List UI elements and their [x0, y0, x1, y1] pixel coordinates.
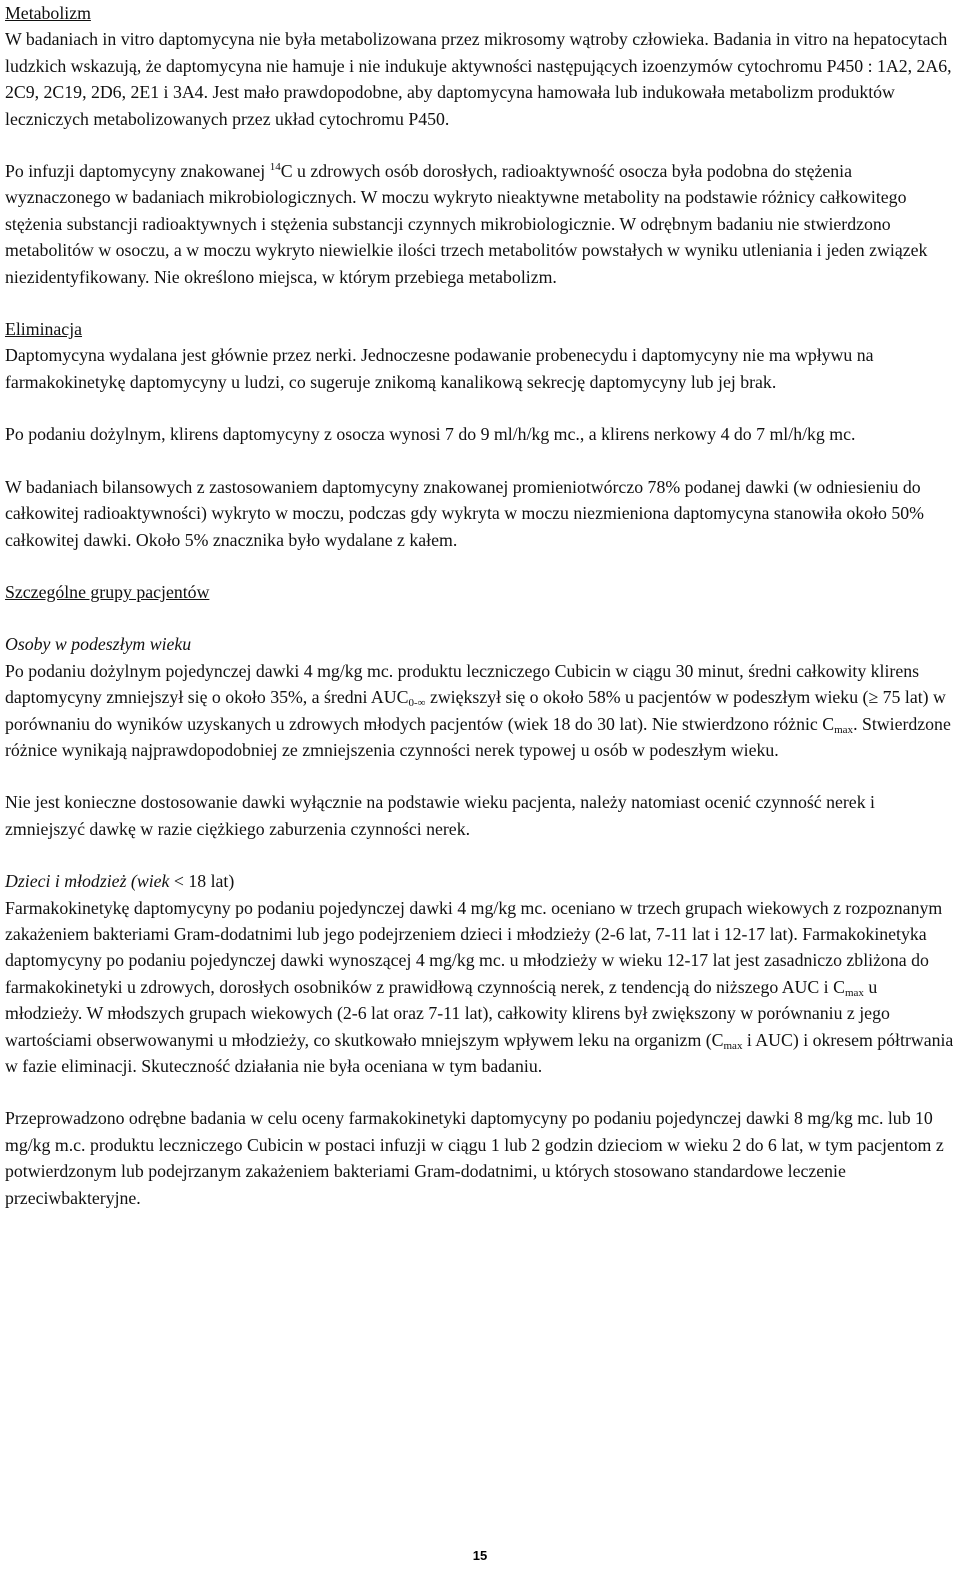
- subscript-auc: 0-∞: [408, 697, 426, 710]
- spacer: [5, 605, 954, 631]
- spacer: [5, 763, 954, 789]
- section-heading-elimination: Eliminacja: [5, 319, 83, 340]
- text-run: Farmakokinetykę daptomycyny po podaniu pojedynczej dawki 4 mg/kg mc. oceniano w trzech grupach wiekowych z rozpoznanym zakażeniem bakteriami Gram-dodatnimi lub jego podejrzeniem dzieci i młodzieży (2-6 lat, 7-11 lat i 12-17 lat). Farmakokinetyka daptomycyny po podaniu pojedynczej dawki wynoszącej 4 mg/kg mc. u młodzieży w wieku 12-17 lat jest zasadniczo zbliżona do farmakokinetyki u zdrowych, dorosłych osobników z prawidłową czynnością nerek, z tendencją do niższego AUC i C: [5, 897, 943, 997]
- spacer: [5, 132, 954, 158]
- text-run: zwiększył się o około 58% u pacjentów w podeszłym wieku (≥ 75 lat) w porównaniu do wyników uzyskanych u zdrowych młodych pacjentów (wiek 18 do 30 lat). Nie stwierdzono różnic C: [5, 687, 946, 734]
- spacer: [5, 842, 954, 868]
- subscript-max: max: [723, 1039, 743, 1052]
- text-run: u młodzieży. W młodszych grupach wiekowych (2-6 lat oraz 7-11 lat), całkowity klirens był zwiększony w porównaniu z jego wartościami obserwowanymi u młodzieży, co skutkowało mniejszym wpływem leku na organizm (C: [5, 976, 890, 1050]
- section-heading-metabolism: Metabolizm: [5, 3, 91, 23]
- elimination-paragraph-1: Daptomycyna wydalana jest głównie przez nerki. Jednoczesne podawanie probenecydu i daptomycyny nie ma wpływu na farmakokinetykę daptomycyny u ludzi, co sugeruje znikomą kanalikową sekrecję daptomycyny lub jej brak.: [5, 345, 874, 392]
- children-paragraph-1: [5, 895, 954, 1080]
- page-number: 15: [472, 1548, 488, 1563]
- spacer: [5, 1079, 954, 1105]
- text-run: < 18 lat): [173, 871, 235, 892]
- text-run: Po infuzji daptomycyny znakowanej: [5, 161, 270, 182]
- subheading-children: [5, 868, 954, 894]
- text-run: Po podaniu dożylnym pojedynczej dawki 4 mg/kg mc. produktu leczniczego Cubicin w ciągu 30 minut, średni całkowity klirens daptomycyny zmniejszył się o około 35%, a średni AUC: [5, 660, 920, 708]
- spacer: [5, 395, 954, 421]
- subscript-max: max: [834, 723, 854, 736]
- spacer: [5, 448, 954, 474]
- elderly-paragraph-1: [5, 658, 954, 764]
- spacer: [5, 290, 954, 316]
- elimination-paragraph-3: W badaniach bilansowych z zastosowaniem daptomycyny znakowanej promieniotwórczo 78% podanej dawki (w odniesieniu do całkowitej radioaktywności) wykryto w moczu, podczas gdy wykryta w moczu niezmieniona daptomycyna stanowiła około 50% całkowitej dawki. Około 5% znacznika było wydalane z kałem.: [5, 476, 924, 550]
- subscript-max: max: [844, 986, 864, 999]
- children-paragraph-2: Przeprowadzono odrębne badania w celu oceny farmakokinetyki daptomycyny po podaniu pojedynczej dawki 8 mg/kg mc. lub 10 mg/kg m.c. produktu leczniczego Cubicin w postaci infuzji w ciągu 1 lub 2 godzin dzieciom w wieku 2 do 6 lat, w tym pacjentom z potwierdzonym lub podejrzanym zakażeniem bakteriami Gram-dodatnimi, u których stosowano standardowe leczenie przeciwbakteryjne.: [5, 1108, 944, 1208]
- subheading-elderly: Osoby w podeszłym wieku: [5, 634, 192, 655]
- superscript-isotope: 14: [269, 161, 281, 174]
- spacer: [5, 553, 954, 579]
- metabolism-paragraph-2: [5, 158, 954, 290]
- elderly-paragraph-2: Nie jest konieczne dostosowanie dawki wyłącznie na podstawie wieku pacjenta, należy natomiast ocenić czynność nerek i zmniejszyć dawkę w razie ciężkiego zaburzenia czynności nerek.: [5, 792, 875, 839]
- text-run: i AUC) i okresem półtrwania w fazie eliminacji. Skuteczność działania nie była oceniana w tym badaniu.: [5, 1029, 954, 1076]
- text-run: . Stwierdzone różnice wynikają najprawdopodobniej ze zmniejszenia czynności nerek typowej u osób w podeszłym wieku.: [5, 713, 951, 760]
- elimination-paragraph-2: Po podaniu dożylnym, klirens daptomycyny z osocza wynosi 7 do 9 ml/h/kg mc., a klirens nerkowy 4 do 7 ml/h/kg mc.: [5, 424, 856, 445]
- text-run: Dzieci i młodzież (wiek: [5, 871, 174, 892]
- section-heading-special-groups: Szczególne grupy pacjentów: [5, 581, 210, 602]
- metabolism-paragraph-1: W badaniach in vitro daptomycyna nie była metabolizowana przez mikrosomy wątroby człowieka. Badania in vitro na hepatocytach ludzkich wskazują, że daptomycyna nie hamuje i nie indukuje aktywności następujących izoenzymów cytochromu P450 : 1A2, 2A6, 2C9, 2C19, 2D6, 2E1 i 3A4. Jest mało prawdopodobne, aby daptomycyna hamowała lub indukowała metabolizm produktów leczniczych metabolizowanych przez układ cytochromu P450.: [5, 29, 952, 129]
- text-run: C u zdrowych osób dorosłych, radioaktywność osocza była podobna do stężenia wyznaczonego w badaniach mikrobiologicznych. W moczu wykryto nieaktywne metabolity na podstawie różnicy całkowitego stężenia substancji radioaktywnych i stężenia substancji czynnych mikrobiologicznie. W odrębnym badaniu nie stwierdzono metabolitów w osoczu, a w moczu wykryto niewielkie ilości trzech metabolitów powstałych w wyniku utleniania i jeden związek niezidentyfikowany. Nie określono miejsca, w którym przebiega metabolizm.: [5, 161, 928, 287]
